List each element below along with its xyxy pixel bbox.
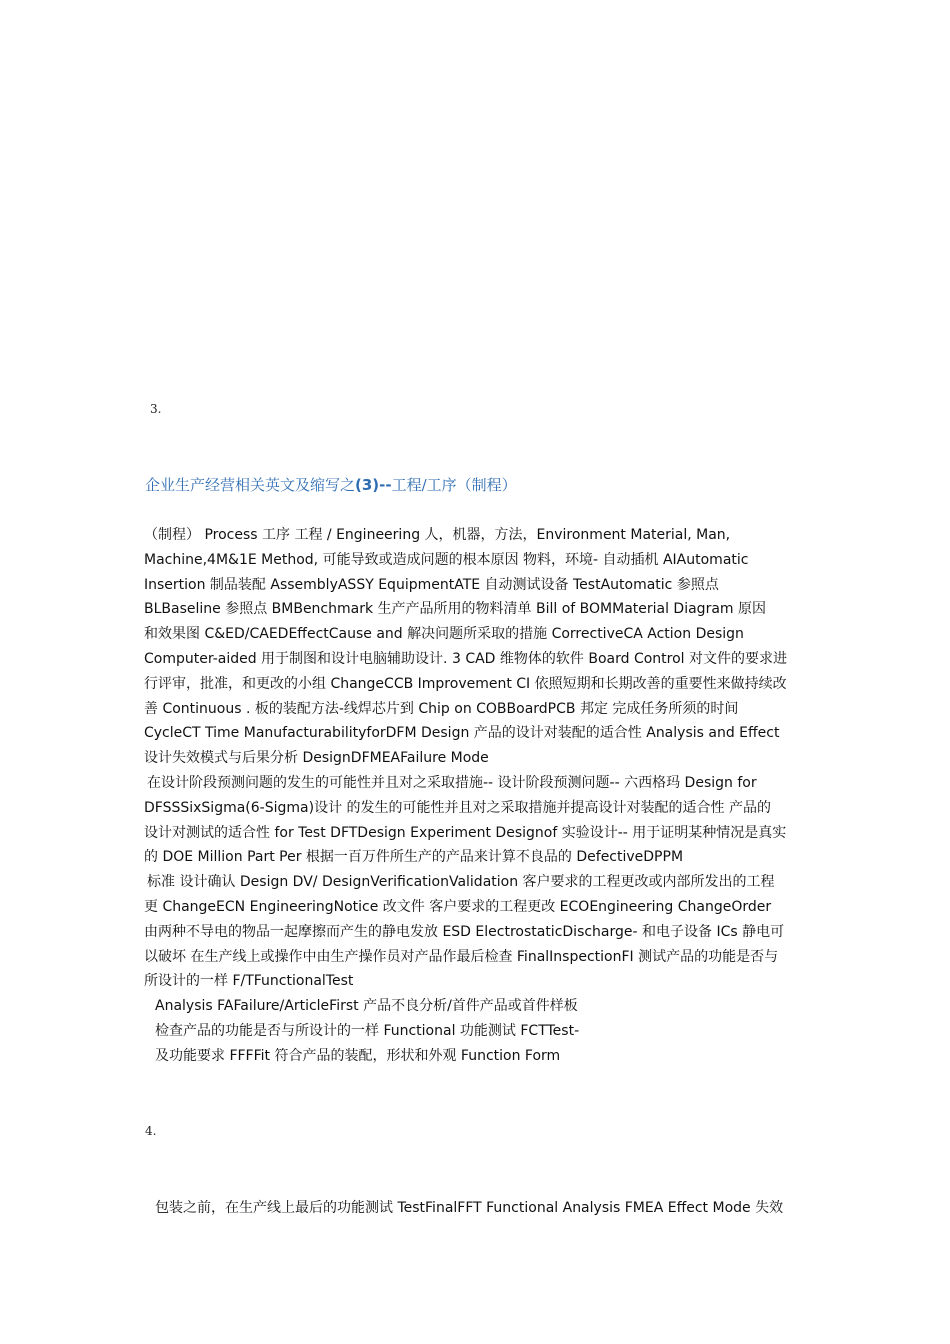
section-number-4: 4. <box>145 1124 157 1138</box>
text-line: 的 DOE Million Part Per 根据一百万件所生产的产品来计算不良品的 DefectiveDPPM <box>144 849 684 866</box>
text-line: 设计对测试的适合性 for Test DFTDesign Experiment Designof 实验设计-- 用于证明某种情况是真实 <box>144 824 787 841</box>
text-line: 所设计的一样 F/TFunctionalTest <box>144 973 354 990</box>
section4-text-line: 包装之前，在生产线上最后的功能测试 TestFinalFFT Functional Analysis FMEA Effect Mode 失效 <box>155 1200 784 1216</box>
heading-number: (3)-- <box>355 476 392 494</box>
text-line: 检查产品的功能是否与所设计的一样 Functional 功能测试 FCTTest- <box>155 1022 580 1039</box>
text-line: Computer-aided 用于制图和设计电脑辅助设计. 3 CAD 维物体的软件 Board Control 对文件的要求进 <box>144 650 788 667</box>
text-line: Analysis FAFailure/ArticleFirst 产品不良分析/首件产品或首件样板 <box>155 998 578 1015</box>
heading-suffix: 工程/工序（制程） <box>391 476 517 494</box>
text-line: 善 Continuous . 板的装配方法-线焊芯片到 Chip on COBBoardPCB 邦定 完成任务所须的时间 <box>144 700 739 717</box>
text-line: （制程） Process 工序 工程 / Engineering 人，机器，方法，Environment Material, Man, <box>144 527 731 543</box>
text-line: CycleCT Time ManufacturabilityforDFM Design 产品的设计对装配的适合性 Analysis and Effect <box>144 725 780 742</box>
text-line: BLBaseline 参照点 BMBenchmark 生产产品所用的物料清单 Bill of BOMMaterial Diagram 原因 <box>144 601 766 618</box>
text-line: 及功能要求 FFFFit 符合产品的装配，形状和外观 Function Form <box>155 1047 561 1064</box>
text-line: DFSSSixSigma(6-Sigma)设计 的发生的可能性并且对之采取措施并提高设计对装配的适合性 产品的 <box>144 799 771 816</box>
text-line: 在设计阶段预测问题的发生的可能性并且对之采取措施-- 设计阶段预测问题-- 六西格玛 Design for <box>147 774 757 791</box>
text-line: 设计失效模式与后果分析 DesignDFMEAFailure Mode <box>144 750 489 767</box>
text-line: 更 ChangeECN EngineeringNotice 改文件 客户要求的工程更改 ECOEngineering ChangeOrder <box>144 898 772 915</box>
text-line: 以破坏 在生产线上或操作中由生产操作员对产品作最后检查 FinalInspectionFI 测试产品的功能是否与 <box>144 948 779 965</box>
text-line: 由两种不导电的物品一起摩擦而产生的静电发放 ESD ElectrostaticDischarge- 和电子设备 ICs 静电可 <box>144 923 785 940</box>
section-heading <box>145 474 517 495</box>
heading-prefix: 企业生产经营相关英文及缩写之 <box>145 476 356 494</box>
glossary-paragraph <box>144 523 814 1069</box>
text-line: 和效果图 C&ED/CAEDEffectCause and 解决问题所采取的措施 CorrectiveCA Action Design <box>144 626 744 643</box>
text-line: 标准 设计确认 Design DV/ DesignVerificationValidation 客户要求的工程更改或内部所发出的工程 <box>147 874 775 891</box>
text-line: Machine,4M&1E Method, 可能导致或造成问题的根本原因 物料，环境- 自动插机 AIAutomatic <box>144 551 749 568</box>
text-line: 行评审，批准，和更改的小组 ChangeCCB Improvement CI 依照短期和长期改善的重要性来做持续改 <box>144 675 787 692</box>
section-number-3: 3. <box>150 402 162 416</box>
text-line: Insertion 制品装配 AssemblyASSY EquipmentATE 自动测试设备 TestAutomatic 参照点 <box>144 576 719 593</box>
